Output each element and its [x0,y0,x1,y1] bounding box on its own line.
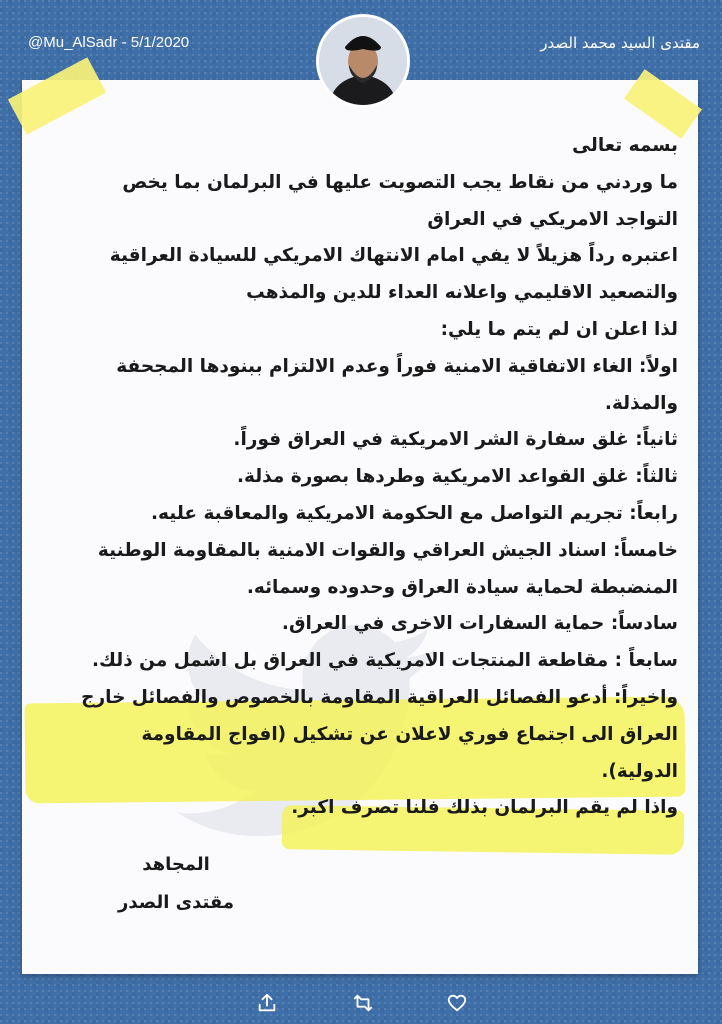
signature-title: المجاهد [142,854,210,875]
avatar-portrait-icon [319,17,407,105]
signature-name: مقتدى الصدر [117,892,235,913]
letter-body [38,128,678,827]
share-icon[interactable] [256,992,278,1014]
retweet-icon[interactable] [352,992,374,1014]
letter-line: سادساً: حماية السفارات الاخرى في العراق. [281,613,678,635]
letter-line: المنضبطة لحماية سيادة العراق وحدوده وسمائه. [246,576,678,598]
letter-line: رابعاً: تجريم التواصل مع الحكومة الامريكية والمعاقبة عليه. [151,502,678,524]
letter-line: سابعاً : مقاطعة المنتجات الامريكية في العراق بل اشمل من ذلك. [92,650,678,672]
signature [108,846,244,922]
letter-line: اولاً: الغاء الاتفاقية الامنية فوراً وعدم الالتزام ببنودها المجحفة [116,355,678,377]
letter-line: واذا لم يقم البرلمان بذلك فلنا تصرف اكبر. [291,797,678,819]
letter-line: والتصعيد الاقليمي واعلانه العداء للدين والمذهب [246,282,678,304]
author-name[interactable]: مقتدى السيد محمد الصدر [540,34,700,52]
letter-line: العراق الى اجتماع فوري لاعلان عن تشكيل (افواج المقاومة [141,723,678,745]
letter-line: بسمه تعالى [572,135,678,156]
letter-line: ما وردني من نقاط يجب التصويت عليها في البرلمان بما يخص [122,171,678,193]
handle-date[interactable]: @Mu_AlSadr - 5/1/2020 [28,34,190,51]
letter-line: اعتبره رداً هزيلاً لا يفي امام الانتهاك الامريكي للسيادة العراقية [109,245,678,267]
letter-line: ثالثاً: غلق القواعد الامريكية وطردها بصورة مذلة. [236,466,678,488]
letter-line: والمذلة. [604,392,678,414]
like-icon[interactable] [446,992,468,1014]
letter-line: الدولية). [601,760,678,782]
letter-line: لذا اعلن ان لم يتم ما يلي: [440,318,678,340]
avatar[interactable] [316,14,410,108]
letter-line: ثانياً: غلق سفارة الشر الامريكية في العراق فوراً. [233,429,678,451]
letter-line: خامساً: اسناد الجيش العراقي والقوات الامنية بالمقاومة الوطنية [97,539,678,561]
tweet-actions [0,988,722,1018]
letter-line: واخيراً: أدعو الفصائل العراقية المقاومة بالخصوص والفصائل خارج [81,686,678,708]
letter-line: التواجد الامريكي في العراق [427,208,678,230]
